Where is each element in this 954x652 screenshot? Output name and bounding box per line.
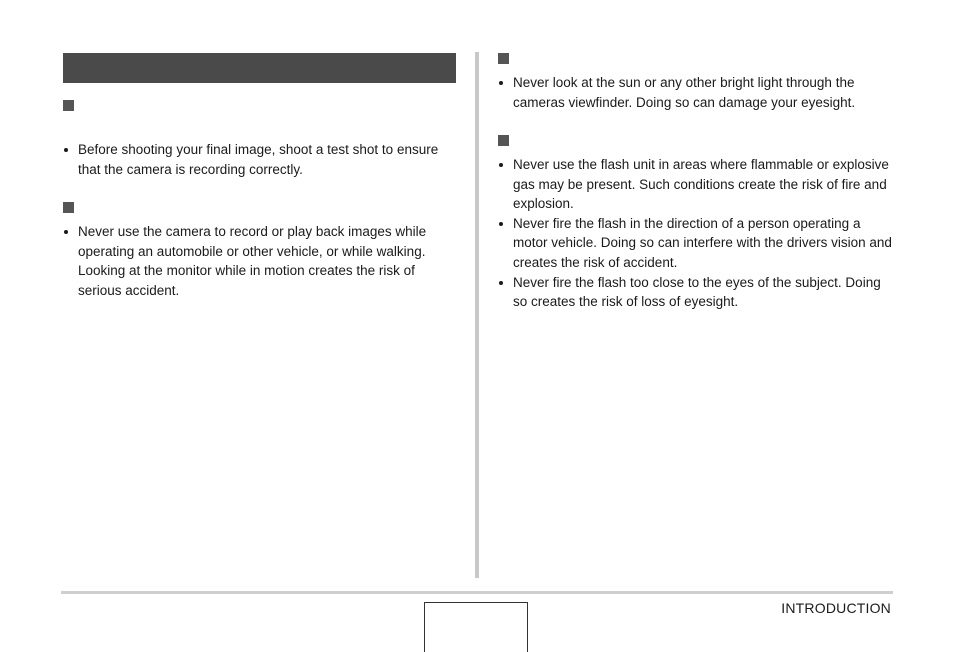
section-marker-icon: [63, 202, 74, 213]
list-item: Never fire the flash too close to the eyes of the subject. Doing so creates the risk of loss of eyesight.: [498, 273, 892, 312]
column-divider: [475, 52, 479, 578]
bullet-list: [498, 155, 892, 312]
list-item: Before shooting your final image, shoot a test shot to ensure that the camera is recording correctly.: [63, 140, 458, 179]
bullet-list: [63, 140, 458, 179]
section-marker-icon: [498, 135, 509, 146]
section-marker-icon: [63, 100, 74, 111]
list-item: Never use the flash unit in areas where flammable or explosive gas may be present. Such conditions create the risk of fire and explosion.: [498, 155, 892, 214]
bullet-list: [498, 73, 890, 112]
section-header-bar: [63, 53, 456, 83]
footer-divider: [61, 591, 893, 594]
bullet-list: [63, 222, 458, 300]
page-number-box: [424, 602, 528, 652]
list-item: Never look at the sun or any other bright light through the cameras viewfinder. Doing so can damage your eyesight.: [498, 73, 890, 112]
footer-section-label: INTRODUCTION: [781, 600, 891, 616]
list-item: Never fire the flash in the direction of a person operating a motor vehicle. Doing so can interfere with the drivers vision and creates the risk of accident.: [498, 214, 892, 273]
section-marker-icon: [498, 53, 509, 64]
list-item: Never use the camera to record or play back images while operating an automobile or other vehicle, or while walking. Looking at the monitor while in motion creates the risk of serious accident.: [63, 222, 458, 300]
